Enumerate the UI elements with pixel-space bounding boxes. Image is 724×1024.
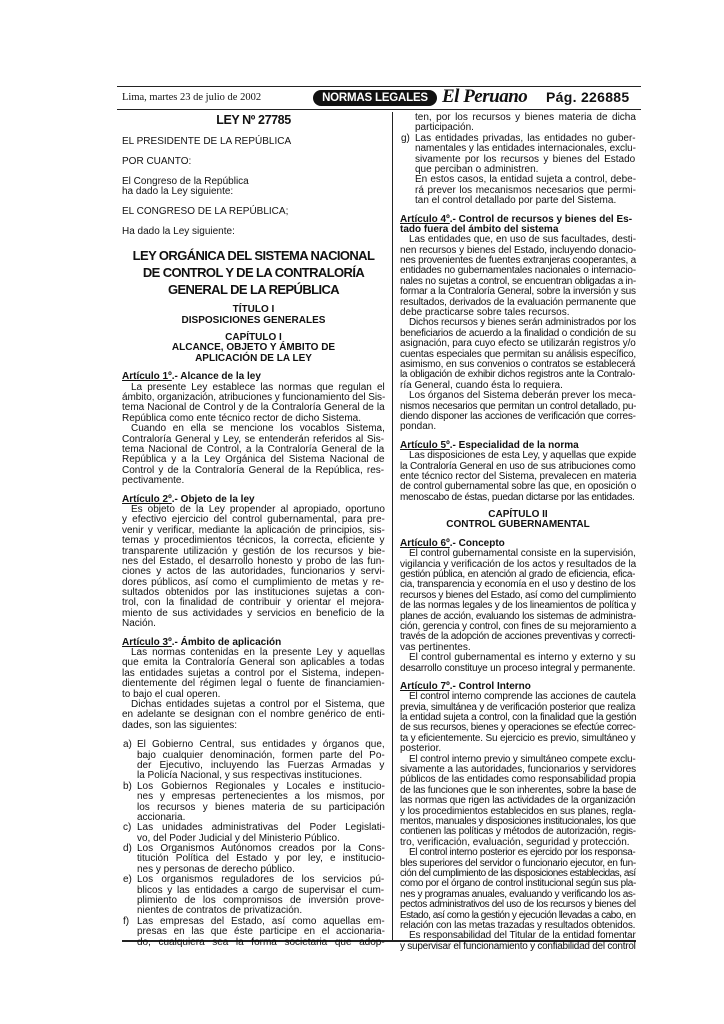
line-text: nes del Estado, el desarrollo honesto y probo de las fun- bbox=[122, 555, 385, 567]
text-line bbox=[122, 137, 385, 147]
article-number: Artículo 3º bbox=[122, 636, 172, 648]
list-item bbox=[122, 782, 385, 824]
article bbox=[400, 539, 636, 674]
line-text: blicos y las entidades a cargo de supervisar el cum- bbox=[137, 884, 385, 896]
article-number: Artículo 7º bbox=[400, 680, 450, 692]
article-number: Artículo 1º bbox=[122, 371, 172, 383]
line-text: dientemente del régimen legal o fuente de financiamien- bbox=[122, 678, 385, 690]
line-text: las entidades sujetas a control por el Sistema, indepen- bbox=[122, 667, 385, 679]
line-text: vo, del Poder Judicial y del Ministerio Público. bbox=[137, 832, 340, 844]
article-title: .- Objeto de la ley bbox=[171, 493, 255, 505]
paragraph bbox=[400, 235, 636, 318]
line-text: Estado, así como la gestión y ejecución llevadas a cabo, en bbox=[400, 909, 636, 921]
line-text: de sus recursos, bienes y operaciones se efectúe correc- bbox=[400, 722, 636, 734]
line-text: vas pertinentes. bbox=[400, 641, 471, 653]
line-text: CAPÍTULO II bbox=[488, 509, 548, 521]
text-line bbox=[122, 354, 385, 364]
line-text: de las normas legales y de los lineamientos de política y bbox=[400, 600, 636, 612]
left-column bbox=[122, 113, 385, 948]
line-text: vigilancia y verificación de los actos y resultados de la bbox=[400, 558, 637, 570]
line-text: temas y procedimientos técnicos, la correcta, eficiente y bbox=[122, 535, 385, 547]
line-text: través de la adopción de acciones preventivas y correcti- bbox=[400, 631, 636, 643]
section-heading bbox=[122, 333, 385, 364]
line-text: sultados obtenidos por las instituciones sujetas a con- bbox=[122, 587, 385, 599]
header-date: Lima, martes 23 de julio de 2002 bbox=[122, 92, 262, 103]
line-text: APLICACIÓN DE LA LEY bbox=[195, 352, 312, 364]
line-text: y los procedimientos establecidos en sus planes, regla- bbox=[400, 805, 636, 817]
law-number bbox=[122, 113, 385, 127]
line-text: asimismo, en sus convenios o contratos se establecerá bbox=[400, 358, 636, 370]
paragraph bbox=[137, 782, 385, 824]
line-text: plimiento de los compromisos de inversión prove- bbox=[137, 895, 385, 907]
list bbox=[122, 740, 385, 948]
line-text: las normas que rigen las actividades de la organización bbox=[400, 795, 636, 807]
line-text: presas en las que éste participe en el accionaria- bbox=[137, 926, 385, 938]
list-marker: f) bbox=[123, 915, 130, 927]
list-item bbox=[122, 875, 385, 917]
line-text: resultados, derivados de la evaluación permanente que bbox=[400, 296, 636, 308]
line-text: tro, verificación, evaluación, seguridad y protección. bbox=[400, 836, 630, 848]
paragraph bbox=[400, 848, 636, 931]
text-line bbox=[122, 536, 385, 546]
line-text: previa, simultánea y de verificación posterior que realiza bbox=[400, 701, 636, 713]
line-text: beneficiarios de acuerdo a la finalidad o condición de su bbox=[400, 327, 636, 339]
line-text: Las empresas del Estado, así como aquellas em- bbox=[137, 915, 385, 927]
article-title: .- Especialidad de la norma bbox=[449, 439, 579, 451]
line-text: menoscabo de éstas, puedan dictarse por las entidades. bbox=[400, 491, 635, 503]
text-line bbox=[122, 619, 385, 629]
paragraph bbox=[137, 917, 385, 948]
paragraph bbox=[122, 700, 385, 731]
line-text: la entidad sujeta a control, con la finalidad que la gestión bbox=[400, 712, 637, 724]
list-marker: e) bbox=[123, 874, 132, 886]
line-text: entidades no gubernamentales nacionales o internacio- bbox=[400, 265, 636, 277]
line-text: DE CONTROL Y DE LA CONTRALORÍA bbox=[142, 265, 365, 281]
article-title: .- Alcance de la ley bbox=[171, 371, 261, 383]
line-text: sivamente a las autoridades, funcionarios y servidores bbox=[400, 764, 636, 776]
line-text: Dichos recursos y bienes serán administrados por los bbox=[409, 317, 636, 329]
line-text: nismos necesarios que permitan un control detallado, pu- bbox=[400, 400, 637, 412]
paragraph bbox=[122, 505, 385, 630]
text-line bbox=[122, 281, 385, 298]
text-line bbox=[400, 520, 636, 530]
paragraph bbox=[400, 755, 636, 849]
list-marker: b) bbox=[123, 780, 132, 792]
line-text: ente técnico rector del Sistema, prevalecen en materia bbox=[400, 470, 637, 482]
text-line bbox=[122, 721, 385, 731]
paragraph bbox=[137, 844, 385, 875]
paragraph bbox=[400, 391, 636, 433]
text-line bbox=[122, 207, 385, 217]
line-text: los recursos y bienes materia de su participación bbox=[137, 801, 385, 813]
line-text: CONTROL GUBERNAMENTAL bbox=[446, 519, 590, 531]
line-text: mentos, manuales y disposiciones institucionales, los que bbox=[400, 816, 636, 827]
text-line bbox=[122, 476, 385, 486]
paragraph bbox=[415, 175, 636, 206]
line-text: gestión pública, en atención al grado de eficiencia, efica- bbox=[400, 569, 636, 581]
line-text: Es responsabilidad del Titular de la entidad fomentar bbox=[409, 930, 636, 942]
line-text: la Contraloría General en uso de sus atribuciones como bbox=[400, 460, 636, 472]
line-text: El control gubernamental es interno y externo y su bbox=[409, 652, 636, 664]
article-title: tado fuera del ámbito del sistema bbox=[400, 223, 559, 235]
paragraph bbox=[122, 424, 385, 486]
line-text: contienen las políticas y métodos de autorización, regis- bbox=[400, 826, 636, 838]
line-text: ten, por los recursos y bienes materia de dicha bbox=[415, 112, 636, 123]
line-text: nes provenientes de fuentes extranjeras cooperantes, a bbox=[400, 255, 637, 267]
line-text: recursos y bienes del Estado, así como del cumplimiento bbox=[400, 589, 636, 601]
line-text: nientes de contratos de privatización. bbox=[137, 905, 303, 917]
line-text: bles superiores del servidor o funcionario ejecutor, en fun- bbox=[400, 857, 636, 869]
line-text: la Policía Nacional, y sus respectivas instituciones. bbox=[137, 770, 363, 782]
text-line bbox=[137, 740, 385, 750]
line-text: asignación, para cuyo efecto se utilizarán registros y/o bbox=[400, 338, 636, 350]
line-text: cia, transparencia y economía en el uso y destino de los bbox=[400, 579, 636, 591]
text-line bbox=[122, 187, 385, 197]
paragraph bbox=[122, 383, 385, 425]
header-top-rule bbox=[117, 86, 641, 87]
text-line bbox=[415, 144, 636, 154]
line-text: Las entidades privadas, las entidades no guber- bbox=[415, 132, 636, 144]
line-text: DISPOSICIONES GENERALES bbox=[181, 314, 326, 326]
line-text: tema Nacional de Control, a la Contraloría General de la bbox=[122, 444, 385, 455]
article-number: Artículo 5º bbox=[400, 439, 450, 451]
article bbox=[122, 638, 385, 732]
list-item bbox=[122, 917, 385, 948]
text-line bbox=[122, 609, 385, 619]
line-text: nales no sujetas a control, se encuentran obligadas a in- bbox=[400, 275, 636, 287]
line-text: venir y verificar, mediante la aplicación de principios, sis- bbox=[122, 524, 385, 536]
paragraph bbox=[400, 549, 636, 653]
article-title: .- Control Interno bbox=[449, 680, 531, 692]
line-text: posterior. bbox=[400, 743, 442, 755]
text-line bbox=[400, 900, 636, 910]
line-text: desarrollo constituye un proceso integral y permanente. bbox=[400, 662, 636, 674]
line-text: do, cualquiera sea la forma societaria que adop- bbox=[137, 936, 385, 948]
line-text: dades, son las siguientes: bbox=[122, 719, 238, 731]
line-text: Control y de la Contraloría General de la República, res- bbox=[122, 464, 385, 476]
line-text: namentales y las entidades internacionales, exclu- bbox=[415, 143, 636, 155]
line-text: cuentas especiales que permitan su análisis específico, bbox=[400, 348, 636, 360]
right-column bbox=[400, 113, 636, 952]
line-text: Las disposiciones de esta Ley, y aquellas que expide bbox=[409, 450, 637, 462]
paragraph bbox=[415, 134, 636, 176]
line-text: TÍTULO I bbox=[232, 304, 275, 316]
line-text: pondan. bbox=[400, 421, 437, 433]
line-text: Contraloría General y Ley, se entenderán referidos al Sis- bbox=[122, 433, 385, 445]
line-text: debe practicarse sobre tales recursos. bbox=[400, 307, 570, 319]
preamble-text bbox=[122, 157, 385, 167]
line-text: como por el órgano de control institucional según sus pla- bbox=[400, 878, 636, 890]
law-title bbox=[122, 247, 385, 298]
line-text: El control interno comprende las acciones de cautela bbox=[409, 691, 636, 703]
line-text: y supervisar el funcionamiento y confiabilidad del control bbox=[400, 940, 636, 952]
line-text: formar a la Contraloría General, sobre la inversión y sus bbox=[400, 286, 636, 298]
line-text: EL CONGRESO DE LA REPÚBLICA; bbox=[122, 205, 289, 217]
paragraph bbox=[400, 451, 636, 503]
paragraph bbox=[137, 875, 385, 917]
list-marker: a) bbox=[123, 739, 132, 751]
line-text: ámbito, organización, atribuciones y funcionamiento del Sis- bbox=[122, 392, 386, 404]
list-marker: d) bbox=[123, 843, 132, 855]
line-text: El Congreso de la República bbox=[122, 175, 249, 187]
text-line bbox=[137, 938, 385, 948]
line-text: ción, gerencia y control, con fines de su mejoramiento a bbox=[400, 620, 637, 632]
line-text: transparente utilización y gestión de los recursos y bie- bbox=[122, 545, 386, 557]
line-text: Las normas contenidas en la presente Ley y aquellas bbox=[131, 647, 385, 659]
line-text: miento de sus actividades y servicios en beneficio de la bbox=[122, 607, 385, 619]
text-line bbox=[400, 422, 636, 432]
list-item bbox=[122, 740, 385, 782]
line-text: nen recursos y bienes del Estado, incluyendo donacio- bbox=[400, 244, 637, 256]
section-badge: NORMAS LEGALES bbox=[313, 90, 437, 106]
preamble-text bbox=[122, 137, 385, 147]
column-divider bbox=[392, 112, 393, 940]
list-item bbox=[122, 823, 385, 844]
line-text: participación. bbox=[415, 122, 474, 134]
line-text: CAPÍTULO I bbox=[225, 332, 282, 344]
line-text: pectivamente. bbox=[122, 475, 185, 487]
text-line bbox=[122, 316, 385, 326]
text-line bbox=[122, 247, 385, 264]
line-text: bajo cualquier denominación, formen parte del Po- bbox=[137, 749, 385, 761]
text-line bbox=[122, 264, 385, 281]
text-line bbox=[400, 664, 636, 674]
line-text: titución Política del Estado y por ley, e institucio- bbox=[137, 853, 385, 865]
line-text: En estos casos, la entidad sujeta a control, debe- bbox=[415, 174, 637, 186]
preamble-text bbox=[122, 227, 385, 237]
header-bottom-rule bbox=[117, 109, 641, 110]
line-text: Las entidades que, en uso de sus facultades, desti- bbox=[409, 234, 636, 246]
line-text: trol, con la finalidad de contribuir y orientar el mejora- bbox=[122, 597, 385, 609]
line-text: Los Organismos Autónomos creados por la Cons- bbox=[137, 843, 385, 855]
list-item bbox=[122, 844, 385, 875]
line-text: rá prever los mecanismos necesarios que permi- bbox=[415, 184, 636, 196]
line-text: Los órganos del Sistema deberán prever los meca- bbox=[409, 390, 636, 402]
text-line bbox=[400, 451, 636, 461]
line-text: Los organismos reguladores de los servicios pú- bbox=[137, 874, 385, 886]
paragraph bbox=[400, 931, 636, 952]
text-line bbox=[400, 942, 636, 952]
article-number: Artículo 4º bbox=[400, 213, 450, 225]
paragraph bbox=[400, 653, 636, 674]
line-text: POR CUANTO: bbox=[122, 155, 192, 167]
line-text: El control interno previo y simultáneo compete exclu- bbox=[409, 753, 636, 765]
article bbox=[122, 495, 385, 630]
line-text: El control interno posterior es ejercido por los responsa- bbox=[409, 847, 636, 859]
line-text: en adelante se designan con el nombre genérico de enti- bbox=[122, 709, 385, 721]
line-text: públicos de las entidades como responsabilidad propia bbox=[400, 774, 636, 786]
line-text: Nación. bbox=[122, 618, 156, 630]
list-item bbox=[400, 134, 636, 207]
line-text: EL PRESIDENTE DE LA REPÚBLICA bbox=[122, 135, 292, 147]
text-line bbox=[400, 653, 636, 663]
line-text: planes de acción, evaluando los sistemas de administra- bbox=[400, 610, 636, 622]
text-line bbox=[122, 157, 385, 167]
line-text: Dichas entidades sujetas a control por el Sistema, que bbox=[131, 698, 385, 710]
line-text: Es objeto de la Ley propender al apropiado, oportuno bbox=[131, 503, 385, 515]
line-text: ha dado la Ley siguiente: bbox=[122, 185, 234, 197]
line-text: de las funciones que le son inherentes, sobre la base de bbox=[400, 784, 637, 796]
line-text: El Gobierno Central, sus entidades y órganos que, bbox=[137, 739, 385, 751]
line-text: LEY ORGÁNICA DEL SISTEMA NACIONAL bbox=[132, 248, 375, 264]
text-line bbox=[400, 848, 636, 858]
line-text: de control gubernamental sobre las que, en oposición o bbox=[400, 481, 637, 493]
article-title: .- Concepto bbox=[449, 537, 505, 549]
list-item bbox=[400, 113, 636, 134]
text-line bbox=[400, 493, 636, 503]
preamble-text bbox=[122, 177, 385, 198]
line-text: accionaria. bbox=[137, 811, 186, 823]
line-text: relación con las metas trazadas y resultados obtenidos. bbox=[400, 919, 636, 931]
line-text: Los Gobiernos Regionales y Locales e institucio- bbox=[137, 780, 385, 792]
line-text: ta y eficientemente. Su ejercicio es previo, simultáneo y bbox=[400, 732, 636, 744]
article bbox=[400, 441, 636, 503]
list-marker: g) bbox=[401, 132, 410, 144]
text-line bbox=[122, 113, 385, 127]
newspaper-logo: El Peruano bbox=[442, 86, 528, 107]
line-text: tan el control detallado por parte del Sistema. bbox=[415, 195, 617, 207]
line-text: República y a la Ley Orgánica del Sistema Nacional de bbox=[122, 454, 385, 466]
paragraph bbox=[400, 318, 636, 391]
line-text: dores públicos, así como el cumplimiento de metas y re- bbox=[122, 576, 385, 588]
line-text: que perciban o administren. bbox=[415, 163, 539, 175]
paragraph bbox=[137, 740, 385, 782]
article bbox=[400, 215, 636, 433]
line-text: to bajo el cual operen. bbox=[122, 688, 221, 700]
paragraph bbox=[122, 648, 385, 700]
line-text: diendo disponer las acciones de verificación que corres- bbox=[400, 410, 636, 422]
page-number: Pág. 226885 bbox=[546, 89, 630, 105]
line-text: pectos administrativos del uso de los recursos y bienes del bbox=[400, 899, 636, 911]
preamble-text bbox=[122, 207, 385, 217]
line-text: Cuando en ella se mencione los vocablos Sistema, bbox=[131, 423, 385, 435]
line-text: tema Nacional de Control y de la Contraloría General de la bbox=[122, 402, 385, 414]
line-text: LEY Nº 27785 bbox=[216, 113, 291, 127]
paragraph bbox=[137, 823, 385, 844]
line-text: der Ejecutivo, incluyendo las Fuerzas Armadas y bbox=[137, 759, 385, 771]
line-text: ción del cumplimiento de las disposiciones establecidas, así bbox=[400, 867, 636, 879]
article bbox=[122, 372, 385, 486]
line-text: ciones y actos de las autoridades, funcionarios y servi- bbox=[122, 566, 385, 578]
list-marker: c) bbox=[123, 822, 132, 834]
line-text: nes y personas de derecho público. bbox=[137, 863, 295, 875]
line-text: República como ente técnico rector de dicho Sistema. bbox=[122, 412, 362, 424]
line-text: la obligación de exhibir dichos registros ante la Contralo- bbox=[400, 369, 636, 381]
article-title: .- Ámbito de aplicación bbox=[171, 636, 282, 648]
text-line bbox=[400, 391, 636, 401]
section-heading bbox=[122, 305, 385, 326]
line-text: y efectivo ejercicio del control gubernamental, para pre- bbox=[122, 514, 385, 526]
line-text: ALCANCE, OBJETO Y ÁMBITO DE bbox=[171, 342, 336, 354]
section-heading bbox=[400, 510, 636, 531]
line-text: que emita la Contraloría General son aplicables a todas bbox=[122, 657, 385, 669]
text-line bbox=[415, 196, 636, 206]
text-line bbox=[122, 227, 385, 237]
article-title: .- Control de recursos y bienes del Es- bbox=[449, 213, 633, 225]
article-number: Artículo 6º bbox=[400, 537, 450, 549]
paragraph bbox=[400, 692, 636, 754]
line-text: sivamente por los recursos y bienes del Estado bbox=[415, 153, 636, 165]
line-text: Ha dado la Ley siguiente: bbox=[122, 225, 235, 237]
line-text: La presente Ley establece las normas que regulan el bbox=[131, 381, 385, 393]
line-text: Las unidades administrativas del Poder Legislati- bbox=[137, 822, 386, 834]
line-text: GENERAL DE LA REPÚBLICA bbox=[167, 282, 340, 298]
line-text: El control gubernamental consiste en la supervisión, bbox=[409, 548, 636, 560]
paragraph bbox=[415, 113, 636, 134]
line-text: nes y programas anuales, evaluando y verificando los as- bbox=[400, 888, 636, 900]
line-text: ría General, cuando ésta lo requiera. bbox=[400, 379, 563, 391]
article-number: Artículo 2º bbox=[122, 493, 172, 505]
list bbox=[400, 113, 636, 207]
text-line bbox=[137, 792, 385, 802]
line-text: nes y empresas pertenecientes a los mismos, por bbox=[137, 791, 385, 803]
article bbox=[400, 682, 636, 952]
